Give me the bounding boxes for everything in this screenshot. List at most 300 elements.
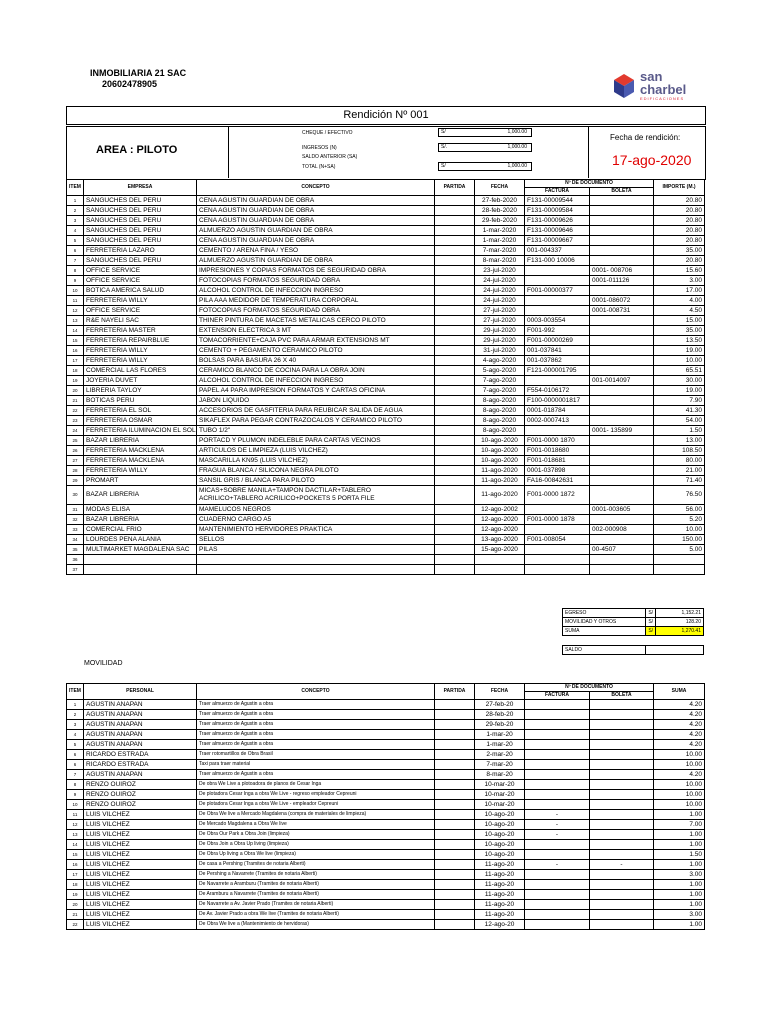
mov-row-fecha: 12-ago-20 (475, 920, 525, 930)
row-importe: 76.50 (654, 486, 705, 505)
row-factura: F131-000 10006 (525, 256, 590, 266)
mov-row-partida (435, 790, 475, 800)
row-empresa: SANGUCHES DEL PERU (84, 196, 197, 206)
mov-row-factura (525, 920, 590, 930)
row-concepto: PILAS (197, 545, 435, 555)
row-item: 5 (67, 236, 84, 246)
row-boleta (590, 196, 654, 206)
movilidad-row (67, 710, 705, 720)
row-fecha: 8-mar-2020 (475, 256, 525, 266)
row-empresa: FERRETERIA LAZARO (84, 246, 197, 256)
mov-row-suma: 1.50 (654, 850, 705, 860)
cheque-currency: S/ (441, 129, 446, 135)
row-importe: 56.00 (654, 505, 705, 515)
row-factura (525, 306, 590, 316)
mov-row-item: 5 (67, 740, 84, 750)
expense-row (67, 286, 705, 296)
mov-row-personal: LUIS VILCHEZ (84, 890, 197, 900)
row-boleta: 0001-003605 (590, 505, 654, 515)
expense-row (67, 326, 705, 336)
row-partida (435, 366, 475, 376)
row-concepto: BOLSAS PARA BASURA 26 X 40 (197, 356, 435, 366)
row-factura: 0002-0007413 (525, 416, 590, 426)
mov-row-factura (525, 800, 590, 810)
movilidad-title: MOVILIDAD (84, 660, 123, 667)
row-item: 8 (67, 266, 84, 276)
mov-row-boleta (590, 880, 654, 890)
mov-row-factura: - (525, 810, 590, 820)
mov-row-suma: 10.00 (654, 750, 705, 760)
mov-row-fecha: 1-mar-20 (475, 730, 525, 740)
header-empresa: EMPRESA (84, 180, 197, 196)
expenses-header-row (67, 180, 705, 188)
mov-row-personal: LUIS VILCHEZ (84, 920, 197, 930)
row-importe: 65.51 (654, 366, 705, 376)
row-item: 1 (67, 196, 84, 206)
row-partida (435, 525, 475, 535)
row-concepto: CERAMICO BLANCO DE COCINA PARA LA OBRA JOIN (197, 366, 435, 376)
mov-row-item: 6 (67, 750, 84, 760)
row-partida (435, 346, 475, 356)
expense-row (67, 406, 705, 416)
mov-row-item: 13 (67, 830, 84, 840)
document-title: Rendición Nº 001 (66, 106, 706, 125)
mov-row-factura (525, 910, 590, 920)
row-concepto: IMPRESIONES Y COPIAS FORMATOS DE SEGURIDAD OBRA (197, 266, 435, 276)
row-item: 26 (67, 446, 84, 456)
row-boleta (590, 535, 654, 545)
row-empresa: PROMART (84, 476, 197, 486)
logo-line3: EDIFICACIONES (640, 96, 685, 101)
mov-row-boleta (590, 890, 654, 900)
mov-row-partida (435, 840, 475, 850)
mov-row-concepto: De plotadora Cesar Inga a obra We Live - regreso empleador Cepreuni (197, 790, 435, 800)
mov-row-factura (525, 770, 590, 780)
expense-row (67, 396, 705, 406)
row-importe: 20.80 (654, 206, 705, 216)
row-fecha: 27-jul-2020 (475, 306, 525, 316)
row-item: 35 (67, 545, 84, 555)
row-partida (435, 326, 475, 336)
mov-row-fecha: 10-ago-20 (475, 830, 525, 840)
row-boleta (590, 486, 654, 505)
ingresos-value: 1,000.00 (507, 144, 527, 150)
mov-row-suma: 1.00 (654, 880, 705, 890)
row-factura (525, 505, 590, 515)
row-concepto: MICAS+SOBRE MANILA+TAMPON DACTILAR+TABLERO ACRILICO+TABLERO ACRILICO+POCKETS 5 PORTA FILE (197, 486, 435, 505)
expense-row (67, 216, 705, 226)
mov-row-item: 11 (67, 810, 84, 820)
row-importe: 35.00 (654, 326, 705, 336)
row-empresa: BOTICAS PERU (84, 396, 197, 406)
row-concepto: ALMUERZO AGUSTIN GUARDIAN DE OBRA (197, 256, 435, 266)
mov-row-factura (525, 790, 590, 800)
movilidad-row (67, 800, 705, 810)
row-empresa: OFFICE SERVICE (84, 276, 197, 286)
mov-row-factura: - (525, 860, 590, 870)
mov-row-concepto: De Aramburu a Navarrete (Tramites de notaria Alberti) (197, 890, 435, 900)
fecha-rendicion-label: Fecha de rendición: (610, 133, 681, 142)
row-item: 31 (67, 505, 84, 515)
mov-row-partida (435, 910, 475, 920)
mov-row-boleta (590, 720, 654, 730)
row-boleta (590, 246, 654, 256)
row-empresa: SANGUCHES DEL PERU (84, 256, 197, 266)
header-concepto: CONCEPTO (197, 180, 435, 196)
row-importe: 4.00 (654, 296, 705, 306)
mov-row-suma: 4.20 (654, 710, 705, 720)
mov-row-item: 10 (67, 800, 84, 810)
row-fecha (475, 555, 525, 565)
mov-row-boleta (590, 780, 654, 790)
row-boleta: 0001- 008706 (590, 266, 654, 276)
mov-row-item: 20 (67, 900, 84, 910)
row-factura: F001-00000377 (525, 286, 590, 296)
header-boleta: BOLETA (590, 188, 654, 196)
row-importe (654, 555, 705, 565)
row-item: 34 (67, 535, 84, 545)
row-concepto: CUADERNO CARGO A5 (197, 515, 435, 525)
area-label: AREA : PILOTO (96, 144, 178, 156)
mov-row-partida (435, 920, 475, 930)
movilidad-row (67, 920, 705, 930)
expense-row (67, 386, 705, 396)
mov-row-fecha: 11-ago-20 (475, 910, 525, 920)
row-partida (435, 356, 475, 366)
row-empresa: COMERCIAL LAS FLORES (84, 366, 197, 376)
mov-row-concepto: De obra We Live a plotoadora de planos de Cesar Inga (197, 780, 435, 790)
row-concepto: EXTENSION ELECTRICA 3 MT (197, 326, 435, 336)
mov-row-suma: 3.00 (654, 870, 705, 880)
mov-row-concepto: De Pershing a Navarrete (Tramites de notaria Alberti) (197, 870, 435, 880)
row-factura: 001-037841 (525, 346, 590, 356)
movilidad-row (563, 618, 704, 627)
mov-row-personal: LUIS VILCHEZ (84, 810, 197, 820)
row-boleta (590, 396, 654, 406)
row-empresa (84, 555, 197, 565)
mov-row-item: 7 (67, 770, 84, 780)
row-empresa: JOYERIA DUVET (84, 376, 197, 386)
expense-row (67, 256, 705, 266)
row-boleta: 0001-008731 (590, 306, 654, 316)
expense-row (67, 476, 705, 486)
row-item: 28 (67, 466, 84, 476)
row-importe: 19.00 (654, 386, 705, 396)
mov-row-boleta (590, 750, 654, 760)
cheque-field (438, 128, 532, 137)
expense-row (67, 555, 705, 565)
mov-row-factura (525, 720, 590, 730)
row-factura (525, 545, 590, 555)
movilidad-value: 128.20 (656, 618, 704, 627)
row-concepto: CENA AGUSTIN GUARDIAN DE OBRA (197, 206, 435, 216)
row-importe: 80.00 (654, 456, 705, 466)
row-empresa: BAZAR LIBRERIA (84, 436, 197, 446)
row-partida (435, 456, 475, 466)
mov-row-item: 3 (67, 720, 84, 730)
row-boleta (590, 216, 654, 226)
ingresos-field (438, 143, 532, 152)
expense-row (67, 246, 705, 256)
row-fecha: 10-ago-2020 (475, 436, 525, 446)
mov-row-partida (435, 870, 475, 880)
mov-row-concepto: Traer almuerzo de Agustin a obra (197, 710, 435, 720)
row-boleta (590, 326, 654, 336)
mov-header-boleta: BOLETA (590, 692, 654, 700)
row-fecha: 27-feb-2020 (475, 196, 525, 206)
row-partida (435, 376, 475, 386)
row-boleta (590, 346, 654, 356)
row-factura: F121-000001795 (525, 366, 590, 376)
row-fecha: 11-ago-2020 (475, 466, 525, 476)
company-name: INMOBILIARIA 21 SAC (90, 68, 187, 78)
row-importe (654, 565, 705, 575)
row-partida (435, 216, 475, 226)
movilidad-header-row (67, 684, 705, 692)
mov-header-fecha: FECHA (475, 684, 525, 700)
row-partida (435, 196, 475, 206)
row-fecha: 8-ago-2020 (475, 406, 525, 416)
expense-row (67, 296, 705, 306)
row-importe: 13.00 (654, 436, 705, 446)
movilidad-label: MOVILIDAD Y OTROS (563, 618, 646, 627)
row-item: 24 (67, 426, 84, 436)
row-concepto: CEMENTO + PEGAMENTO CERAMICO PILOTO (197, 346, 435, 356)
fecha-rendicion-value: 17-ago-2020 (612, 152, 692, 168)
row-empresa: FERRETERIA MACKLENA (84, 456, 197, 466)
row-item: 32 (67, 515, 84, 525)
row-boleta (590, 446, 654, 456)
row-importe: 54.00 (654, 416, 705, 426)
header-nro-documento: Nº DE DOCUMENTO (525, 180, 654, 188)
row-boleta (590, 466, 654, 476)
row-concepto: MAMELUCOS NEGROS (197, 505, 435, 515)
mov-row-item: 1 (67, 700, 84, 710)
mov-row-factura (525, 730, 590, 740)
row-partida (435, 545, 475, 555)
row-fecha: 12-ago-2020 (475, 515, 525, 525)
row-boleta (590, 236, 654, 246)
movilidad-row (67, 740, 705, 750)
row-fecha: 8-ago-2020 (475, 416, 525, 426)
mov-row-boleta (590, 700, 654, 710)
saldo-label: SALDO (563, 646, 646, 655)
row-item: 29 (67, 476, 84, 486)
row-factura: F131-00009626 (525, 216, 590, 226)
mov-row-concepto: De Obra Join a Obra Up living (limpieza) (197, 840, 435, 850)
mov-row-suma: 1.00 (654, 830, 705, 840)
mov-row-personal: LUIS VILCHEZ (84, 860, 197, 870)
mov-row-suma: 4.20 (654, 700, 705, 710)
row-fecha: 15-ago-2020 (475, 545, 525, 555)
mov-row-fecha: 11-ago-20 (475, 880, 525, 890)
row-item: 23 (67, 416, 84, 426)
row-item: 18 (67, 366, 84, 376)
row-boleta (590, 555, 654, 565)
mov-row-partida (435, 890, 475, 900)
row-item: 16 (67, 346, 84, 356)
row-boleta (590, 226, 654, 236)
mov-row-boleta (590, 790, 654, 800)
row-boleta (590, 316, 654, 326)
row-factura: 001-004337 (525, 246, 590, 256)
expense-row (67, 515, 705, 525)
row-partida (435, 406, 475, 416)
row-fecha: 13-ago-2020 (475, 535, 525, 545)
row-fecha: 29-jul-2020 (475, 326, 525, 336)
row-item: 15 (67, 336, 84, 346)
egreso-label: EGRESO (563, 609, 646, 618)
mov-row-factura (525, 780, 590, 790)
company-header (90, 68, 186, 90)
saldo-value (646, 646, 704, 655)
row-factura (525, 266, 590, 276)
row-concepto: FOTOCOPIAS FORMATOS SEGURIDAD OBRA (197, 306, 435, 316)
row-partida (435, 505, 475, 515)
mov-row-item: 18 (67, 880, 84, 890)
mov-row-fecha: 29-feb-20 (475, 720, 525, 730)
row-empresa: FERRETERIA EL SOL (84, 406, 197, 416)
row-factura: 0003-003554 (525, 316, 590, 326)
row-fecha: 10-ago-2020 (475, 456, 525, 466)
expense-row (67, 316, 705, 326)
movilidad-row (67, 870, 705, 880)
row-partida (435, 206, 475, 216)
row-boleta (590, 366, 654, 376)
row-factura: F001-0018680 (525, 446, 590, 456)
row-factura: F001-00000269 (525, 336, 590, 346)
row-item: 37 (67, 565, 84, 575)
row-boleta: 0001- 135899 (590, 426, 654, 436)
expense-row (67, 236, 705, 246)
row-importe: 20.80 (654, 236, 705, 246)
row-item: 6 (67, 246, 84, 256)
row-empresa: FERRETERIA OSMAR (84, 416, 197, 426)
row-empresa: FERRETERIA WILLY (84, 346, 197, 356)
header-partida: PARTIDA (435, 180, 475, 196)
saldo-anterior-label: SALDO ANTERIOR (SA) (302, 154, 358, 160)
mov-row-boleta (590, 850, 654, 860)
row-boleta: 0001-086072 (590, 296, 654, 306)
row-boleta (590, 286, 654, 296)
row-boleta (590, 256, 654, 266)
total-field (438, 162, 532, 171)
expense-row (67, 466, 705, 476)
mov-row-concepto: De Navarrete a Aramburu (Tramites de notaria Alberti) (197, 880, 435, 890)
row-factura: F131-00009584 (525, 206, 590, 216)
ingresos-label: INGRESOS (N) (302, 145, 337, 151)
row-item: 12 (67, 306, 84, 316)
mov-row-fecha: 10-ago-20 (475, 840, 525, 850)
expense-row (67, 366, 705, 376)
row-partida (435, 466, 475, 476)
row-partida (435, 555, 475, 565)
mov-row-factura: - (525, 820, 590, 830)
mov-row-concepto: De Mercado Magdalena a Obra We live (197, 820, 435, 830)
mov-row-fecha: 7-mar-20 (475, 760, 525, 770)
mov-row-item: 16 (67, 860, 84, 870)
movilidad-row (67, 730, 705, 740)
row-boleta (590, 456, 654, 466)
expense-row (67, 376, 705, 386)
row-partida (435, 535, 475, 545)
row-item: 7 (67, 256, 84, 266)
row-empresa: SANGUCHES DEL PERU (84, 226, 197, 236)
movilidad-row (67, 700, 705, 710)
row-importe: 20.80 (654, 196, 705, 206)
row-partida (435, 246, 475, 256)
row-fecha: 11-ago-2020 (475, 486, 525, 505)
expenses-table (66, 179, 705, 575)
mov-row-boleta (590, 920, 654, 930)
mov-header-nro-documento: Nº DE DOCUMENTO (525, 684, 654, 692)
mov-row-boleta (590, 810, 654, 820)
header-fecha: FECHA (475, 180, 525, 196)
row-fecha: 29-jul-2020 (475, 336, 525, 346)
mov-row-item: 12 (67, 820, 84, 830)
mov-row-personal: AGUSTIN ANAPAN (84, 770, 197, 780)
row-empresa: LOURDES PENA ALANIA (84, 535, 197, 545)
mov-row-personal: AGUSTIN ANAPAN (84, 720, 197, 730)
row-partida (435, 266, 475, 276)
mov-row-suma: 4.20 (654, 720, 705, 730)
san-charbel-logo-icon (612, 72, 636, 100)
row-fecha: 1-mar-2020 (475, 236, 525, 246)
mov-row-personal: RICARDO ESTRADA (84, 750, 197, 760)
mov-row-boleta (590, 710, 654, 720)
mov-header-concepto: CONCEPTO (197, 684, 435, 700)
row-partida (435, 386, 475, 396)
row-empresa: FERRETERIA REPAIRBLUE (84, 336, 197, 346)
row-factura: 001-037862 (525, 356, 590, 366)
movilidad-row (67, 840, 705, 850)
row-boleta: 002-000908 (590, 525, 654, 535)
row-importe: 20.80 (654, 226, 705, 236)
row-partida (435, 276, 475, 286)
mov-row-personal: RICARDO ESTRADA (84, 760, 197, 770)
row-fecha: 8-ago-2020 (475, 396, 525, 406)
mov-row-concepto: Traer almuerzo de Agustin a obra (197, 740, 435, 750)
mov-row-suma: 4.20 (654, 770, 705, 780)
mov-row-suma: 10.00 (654, 780, 705, 790)
row-concepto: CENA AGUSTIN GUARDIAN DE OBRA (197, 236, 435, 246)
mov-row-concepto: De casa a Pershing (Tramites de notaria Alberti) (197, 860, 435, 870)
row-fecha: 27-jul-2020 (475, 316, 525, 326)
row-partida (435, 426, 475, 436)
mov-row-personal: LUIS VILCHEZ (84, 850, 197, 860)
mov-row-factura (525, 760, 590, 770)
mov-row-factura (525, 870, 590, 880)
mov-row-suma: 1.00 (654, 890, 705, 900)
expense-row (67, 306, 705, 316)
movilidad-row (67, 790, 705, 800)
mov-header-personal: PERSONAL (84, 684, 197, 700)
mov-row-fecha: 1-mar-20 (475, 740, 525, 750)
mov-row-boleta (590, 760, 654, 770)
row-concepto: JABON LIQUIDO (197, 396, 435, 406)
mov-row-partida (435, 810, 475, 820)
row-concepto: ALCOHOL CONTROL DE INFECCION INGRESO (197, 286, 435, 296)
row-concepto (197, 555, 435, 565)
suma-value: 1,270.41 (656, 627, 704, 636)
row-boleta (590, 206, 654, 216)
row-importe: 10.00 (654, 356, 705, 366)
movilidad-row (67, 880, 705, 890)
mov-row-suma: 10.00 (654, 760, 705, 770)
mov-row-personal: RENZO OUIROZ (84, 790, 197, 800)
mov-row-suma: 4.20 (654, 740, 705, 750)
mov-row-partida (435, 760, 475, 770)
